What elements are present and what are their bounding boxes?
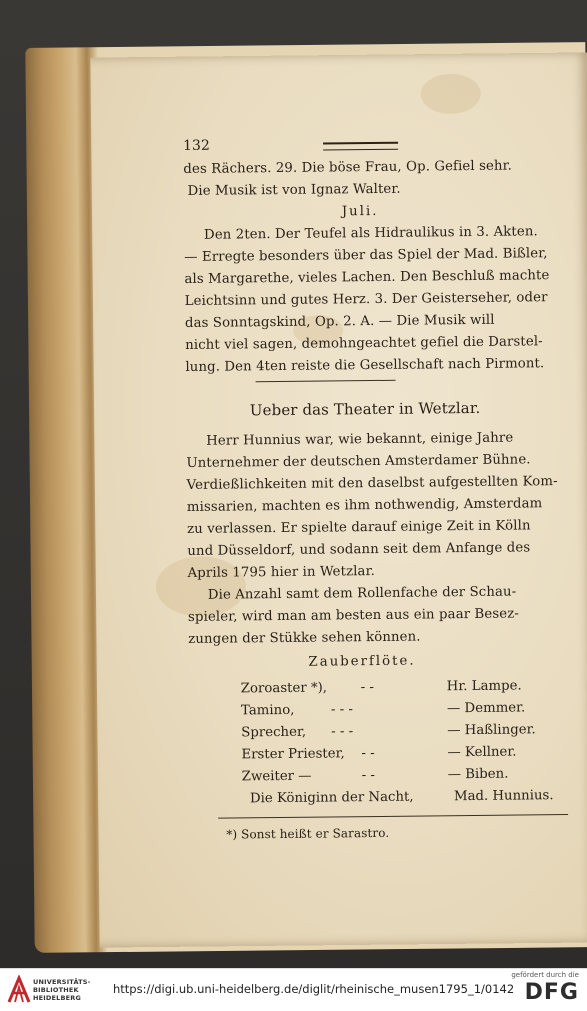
cast-title: Zauberflöte. <box>308 653 416 670</box>
text-line: lung. Den 4ten reiste die Gesellschaft nach Pirmont. <box>185 356 545 375</box>
text-line: Unternehmer der deutschen Amsterdamer Bühne. <box>186 452 531 471</box>
cast-actor: — Biben. <box>447 766 509 783</box>
cast-role: Tamino, <box>240 702 295 719</box>
cast-role: Zweiter — <box>241 768 312 785</box>
text-line: nicht viel sagen, demohngeachtet gefiel die Darstel- <box>185 334 543 353</box>
funded-by-label: gefördert durch die <box>511 971 579 979</box>
page-number: 132 <box>183 137 210 154</box>
dfg-logo: DFG <box>524 980 579 1005</box>
cast-actor: — Haßlinger. <box>447 722 536 739</box>
cast-role: Zoroaster *), <box>240 680 328 697</box>
text-line: Die Musik ist von Ignaz Walter. <box>187 181 401 199</box>
cast-actor: Hr. Lampe. <box>446 678 522 695</box>
text-line: spieler, wird man am besten aus ein paar Besez- <box>187 606 519 625</box>
viewer-footer <box>0 968 587 1011</box>
cast-actor: — Demmer. <box>446 700 526 717</box>
header-rule <box>323 142 398 151</box>
cast-dash: - - <box>361 768 375 784</box>
cast-actor: Mad. Hunnius. <box>453 788 554 805</box>
text-line: und Düsseldorf, und sodann seit dem Anfange des <box>187 540 531 559</box>
cast-dash: - - <box>361 746 375 762</box>
month-heading: Juli. <box>341 203 379 220</box>
cast-role: Erster Priester, <box>241 746 345 763</box>
text-line: zungen der Stükke sehen können. <box>188 629 421 647</box>
text-line: Leichtsinn und gutes Herz. 3. Der Geisterseher, oder <box>184 290 548 309</box>
text-line: Den 2ten. Der Teufel als Hidraulikus in 3. Akten. <box>203 224 538 243</box>
footnote: *) Sonst heißt er Sarastro. <box>226 825 390 842</box>
text-line: Die Anzahl samt dem Rollenfache der Schau- <box>207 584 517 603</box>
text-line: Verdießlichkeiten mit den daselbst aufgestellten Kom- <box>186 474 558 493</box>
library-name: UNIVERSITÄTS- BIBLIOTHEK HEIDELBERG <box>33 978 91 1002</box>
text-line: zu verlassen. Er spielte darauf einige Zeit in Kölln <box>187 518 531 537</box>
permalink-url[interactable]: https://digi.ub.uni-heidelberg.de/diglit/rheinische_musen1795_1/0142 <box>113 982 515 996</box>
cast-actor: — Kellner. <box>447 744 517 761</box>
section-title: Ueber das Theater in Wetzlar. <box>249 398 481 420</box>
text-line: des Rächers. 29. Die böse Frau, Op. Gefiel sehr. <box>183 158 512 177</box>
text-line: als Margarethe, vieles Lachen. Den Beschluß machte <box>184 268 550 287</box>
cast-role: Die Königinn der Nacht, <box>249 789 414 807</box>
cast-dash: - - <box>360 680 375 696</box>
university-library-logo-icon <box>6 975 32 1005</box>
cast-dash: - - - <box>330 702 354 718</box>
text-line: Aprils 1795 hier in Wetzlar. <box>187 564 375 581</box>
cast-role: Sprecher, <box>241 724 307 741</box>
text-line: missarien, machten es ihm nothwendig, Amsterdam <box>186 496 543 515</box>
text-line: — Erregte besonders über das Spiel der Mad. Bißler, <box>184 246 548 265</box>
text-line: Herr Hunnius war, wie bekannt, einige Jahre <box>206 430 514 449</box>
text-line: das Sonntagskind, Op. 2. A. — Die Musik will <box>184 312 495 331</box>
cast-dash: - - - <box>331 724 354 740</box>
